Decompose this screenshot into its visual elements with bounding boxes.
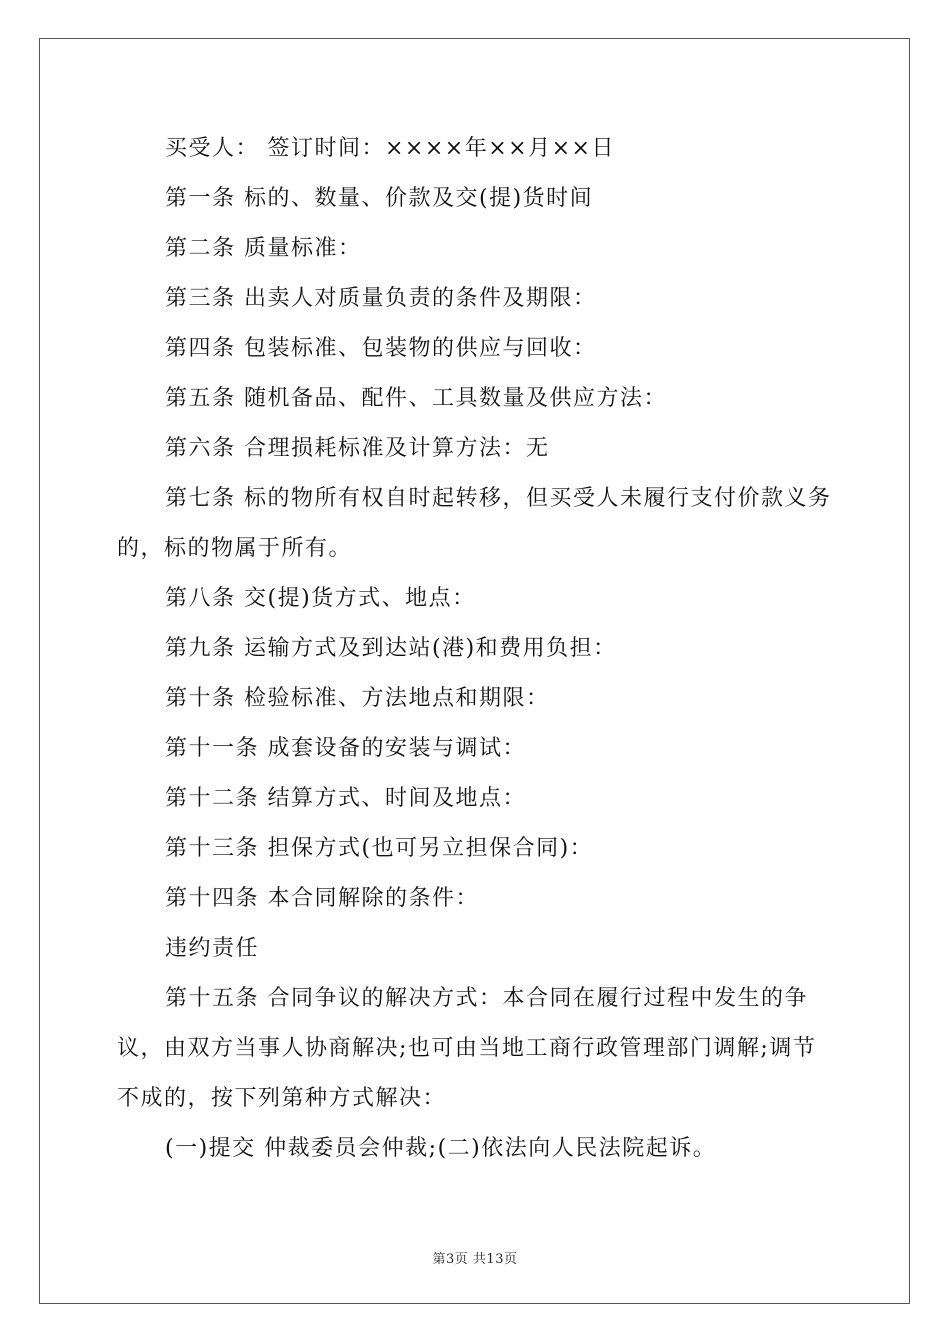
paragraph-article-10: 第十条 检验标准、方法地点和期限：	[165, 686, 550, 711]
paragraph-article-15: 第十五条 合同争议的解决方式：本合同在履行过程中发生的争议，由双方当事人协商解决;也可由当地工商行政管理部门调解;调节不成的，按下列第种方式解决：	[117, 986, 817, 1111]
paragraph-article-4: 第四条 包装标准、包装物的供应与回收：	[165, 336, 597, 361]
page-number-footer: 第3页 共13页	[432, 1252, 518, 1267]
paragraph-article-5: 第五条 随机备品、配件、工具数量及供应方法：	[165, 386, 667, 411]
paragraph-article-13: 第十三条 担保方式(也可另立担保合同)：	[165, 836, 594, 861]
paragraph-article-14: 第十四条 本合同解除的条件：	[165, 886, 479, 911]
paragraph-article-2: 第二条 质量标准：	[165, 236, 362, 261]
paragraph-article-7: 第七条 标的物所有权自时起转移，但买受人未履行支付价款义务的，标的物属于所有。	[117, 486, 832, 561]
paragraph-dispute-options: (一)提交 仲裁委员会仲裁;(二)依法向人民法院起诉。	[165, 1136, 717, 1161]
paragraph-article-3: 第三条 出卖人对质量负责的条件及期限：	[165, 286, 597, 311]
document-body	[117, 124, 837, 1174]
paragraph-article-12: 第十二条 结算方式、时间及地点：	[165, 786, 526, 811]
paragraph-buyer-signing-date: 买受人： 签订时间：××××年××月××日	[165, 136, 615, 161]
paragraph-article-9: 第九条 运输方式及到达站(港)和费用负担：	[165, 636, 617, 661]
section-heading-liability: 违约责任	[165, 936, 260, 961]
paragraph-article-8: 第八条 交(提)货方式、地点：	[165, 586, 476, 611]
paragraph-article-1: 第一条 标的、数量、价款及交(提)货时间	[165, 186, 594, 211]
paragraph-article-11: 第十一条 成套设备的安装与调试：	[165, 736, 526, 761]
paragraph-article-6: 第六条 合理损耗标准及计算方法：无	[165, 436, 550, 461]
